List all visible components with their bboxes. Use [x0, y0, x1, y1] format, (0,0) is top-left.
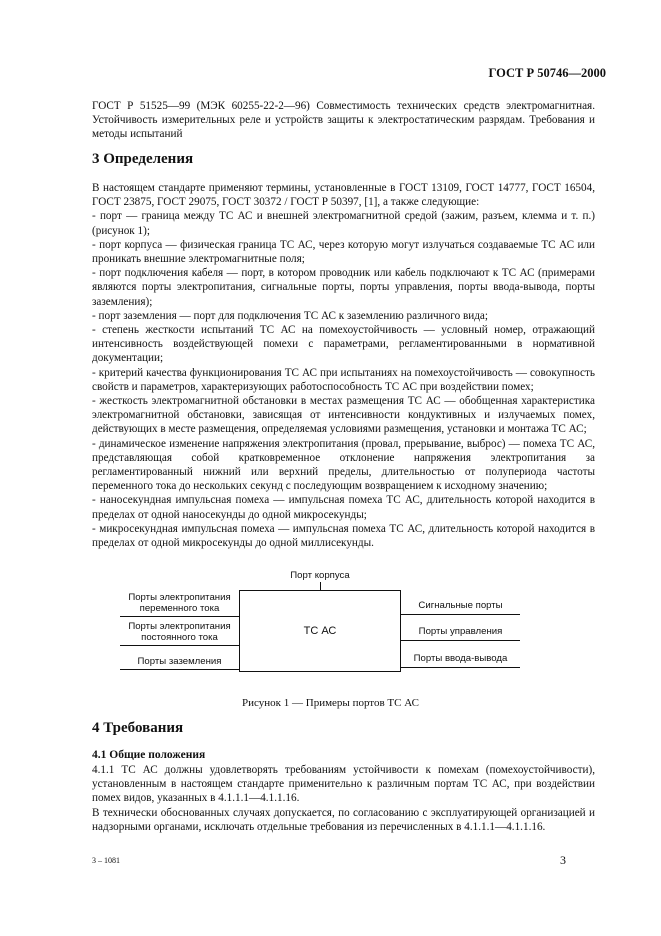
definitions-intro: В настоящем стандарте применяют термины, установленные в ГОСТ 13109, ГОСТ 14777, ГОСТ 16504, ГОСТ 23875, ГОСТ 29075, ГОСТ 30372 / ГОСТ Р 50397, [1], а также следующие:	[92, 182, 595, 209]
definition-item: - наносекундная импульсная помеха — импульсная помеха ТС АС, длительность которой находится в пределах от одной наносекунды до одной микросекунды;	[92, 494, 595, 521]
definition-item: - динамическое изменение напряжения электропитания (провал, прерывание, выброс) — помеха ТС АС, представляющая собой кратковременное отклонение напряжения электропитания за регламентированный нижний или верхний пределы, длительностью от полупериода частоты переменного тока до нескольких секунд с последующим возвращением к исходному значению;	[92, 437, 595, 493]
definition-item: - степень жесткости испытаний ТС АС на помехоустойчивость — условный номер, отражающий интенсивность воздействующей помехи с параметрами, регламентированными в нормативной документации;	[92, 324, 595, 365]
section-4-title: 4 Требования	[92, 720, 184, 736]
section-4-body	[92, 763, 595, 834]
device-label: ТС АС	[303, 625, 337, 637]
right-port-io: Порты ввода-вывода	[413, 653, 508, 664]
figure-1-caption: Рисунок 1 — Примеры портов ТС АС	[242, 697, 419, 709]
right-port-line	[401, 667, 520, 668]
figure-1-diagram	[120, 568, 520, 688]
right-port-line	[401, 640, 520, 641]
page-number: 3	[560, 853, 566, 867]
section-3-body	[92, 181, 595, 550]
left-port-line	[120, 669, 239, 670]
left-port-dc-power: Порты электропитания постоянного тока	[128, 621, 231, 643]
definition-item: - порт — граница между ТС АС и внешней электромагнитной средой (зажим, разъем, клемма и т. п.) (рисунок 1);	[92, 210, 595, 237]
intro-paragraph	[92, 99, 595, 142]
left-port-line	[120, 616, 239, 617]
housing-connector	[320, 582, 321, 590]
definition-item: - порт корпуса — физическая граница ТС АС, через которую могут излучаться создаваемые ТС АС или проникать внешние электромагнитные поля;	[92, 238, 595, 266]
subsection-4-1-title: 4.1 Общие положения	[92, 749, 206, 761]
intro-text: ГОСТ Р 51525—99 (МЭК 60255-22-2—96) Совместимость технических средств электромагнитная. Устойчивость измерительных реле и устройств защиты к электростатическим разрядам. Требования и методы испытаний	[92, 100, 595, 141]
device-box	[239, 590, 401, 672]
footer-print-code: 3 – 1081	[92, 856, 120, 865]
left-port-line	[120, 645, 239, 646]
right-port-control: Порты управления	[418, 626, 503, 637]
requirement-paragraph: 4.1.1 ТС АС должны удовлетворять требованиям устойчивости к помехам (помехоустойчивости), установленным в настоящем стандарте применительно к различным портам ТС АС, при воздействии помех видов, указанных в 4.1.1.1—4.1.1.16.	[92, 764, 595, 805]
right-port-line	[401, 614, 520, 615]
section-3-title: 3 Определения	[92, 151, 194, 167]
requirement-paragraph: В технически обоснованных случаях допускается, по согласованию с эксплуатирующей организацией и надзорными органами, исключать отдельные требования из перечисленных в 4.1.1.1—4.1.1.16.	[92, 806, 595, 833]
right-port-signal: Сигнальные порты	[418, 600, 503, 611]
definition-item: - жесткость электромагнитной обстановки в местах размещения ТС АС — обобщенная характеристика электромагнитной обстановки, зависящая от интенсивности кондуктивных и излучаемых помех, действующих в месте размещения, определяемая условиями размещения, установки и монтажа ТС АС;	[92, 395, 595, 436]
document-header: ГОСТ Р 50746—2000	[488, 66, 606, 80]
definition-item: - порт заземления — порт для подключения ТС АС к заземлению различного вида;	[92, 309, 488, 322]
left-port-ac-power: Порты электропитания переменного тока	[128, 592, 231, 614]
definition-item: - критерий качества функционирования ТС АС при испытаниях на помехоустойчивость — совокупность свойств и параметров, характеризующих работоспособность ТС АС при воздействии помех;	[92, 366, 595, 393]
port-housing-label: Порт корпуса	[290, 570, 350, 581]
left-port-ground: Порты заземления	[137, 656, 222, 667]
definition-item: - микросекундная импульсная помеха — импульсная помеха ТС АС, длительность которой находится в пределах от одной микросекунды до одной миллисекунды.	[92, 522, 595, 550]
definition-item: - порт подключения кабеля — порт, в котором проводник или кабель подключают к ТС АС (примерами являются порты электропитания, сигнальные порты, порты управления, порты ввода-вывода, порты заземления);	[92, 267, 595, 308]
